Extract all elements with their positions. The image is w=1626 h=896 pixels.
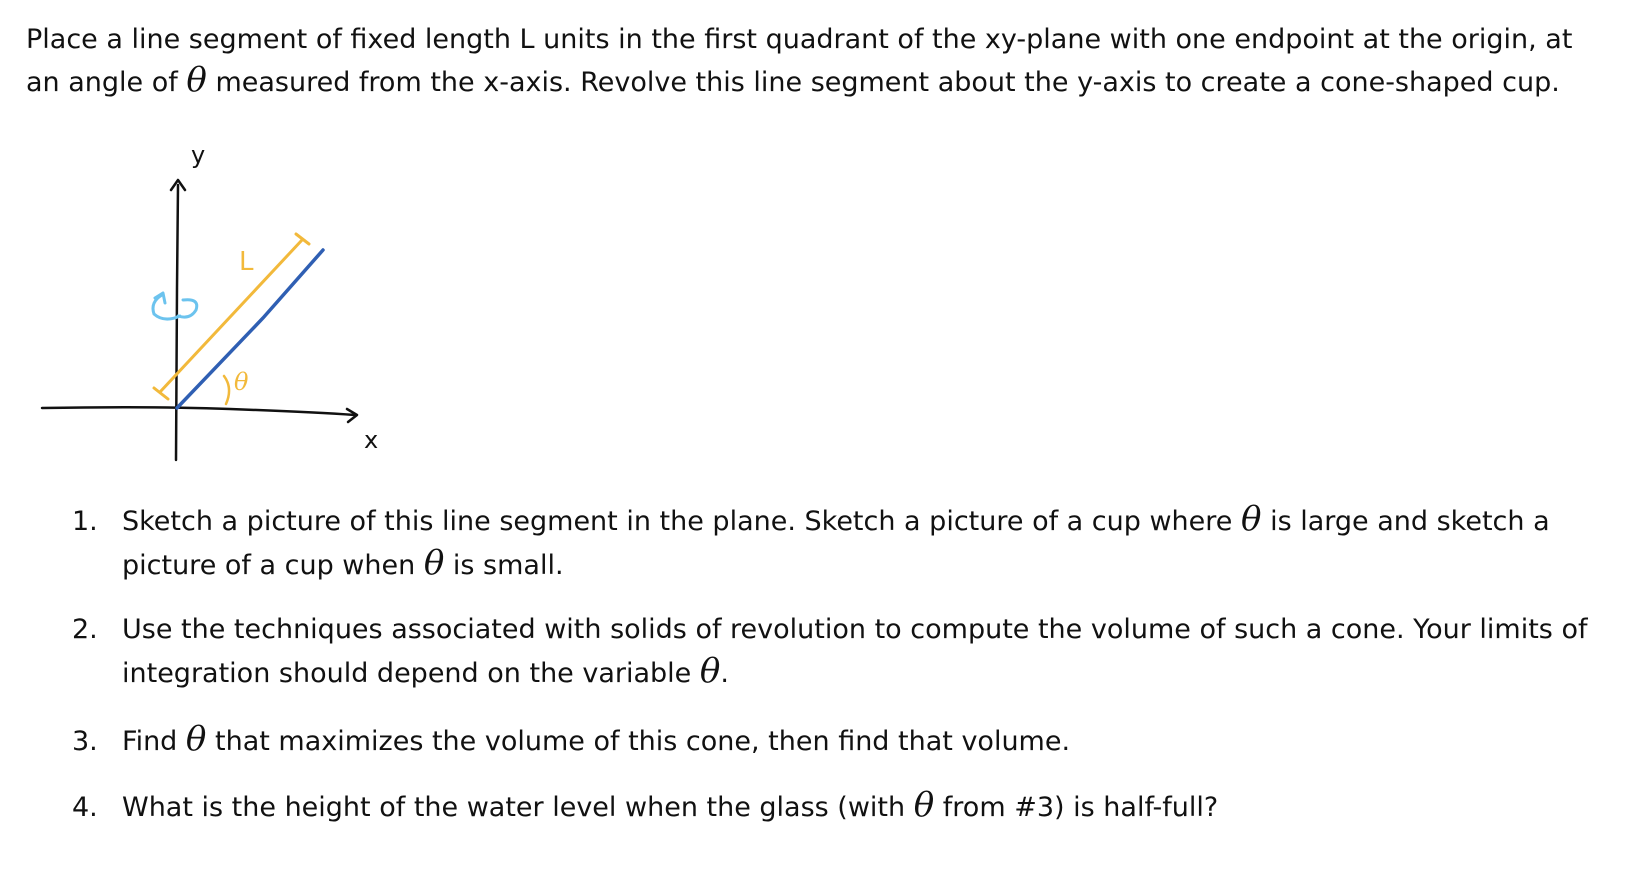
question-text: . [720, 658, 729, 689]
intro-text-part1: Place a line segment of fixed length L units in the first quadrant of the xy-plane with one endpoint at the origin, at an angle of [26, 24, 1573, 98]
y-axis-label: y [191, 141, 206, 169]
question-3 [72, 720, 1592, 764]
question-4 [72, 786, 1592, 830]
question-text: Find [122, 726, 178, 757]
intro-paragraph [26, 18, 1586, 104]
rotation-arrow [153, 295, 197, 319]
angle-label: θ [234, 368, 249, 396]
question-number: 3. [72, 726, 98, 757]
question-text: that maximizes the volume of this cone, then find that volume. [215, 726, 1071, 757]
theta-symbol: θ [913, 785, 935, 825]
theta-symbol: θ [186, 60, 207, 100]
question-number: 1. [72, 506, 98, 537]
question-text: is large and sketch a picture of a cup when [122, 506, 1550, 581]
question-text: is small. [452, 550, 564, 581]
question-text: What is the height of the water level when the glass (with [122, 792, 906, 823]
y-axis [176, 185, 178, 460]
theta-symbol: θ [423, 543, 445, 583]
cone-diagram [30, 130, 410, 490]
intro-text-part2: measured from the x-axis. Revolve this line segment about the y-axis to create a cone-shaped cup. [215, 67, 1560, 98]
question-list [72, 500, 1592, 830]
question-number: 4. [72, 792, 98, 823]
x-axis [42, 407, 355, 415]
length-label: L [239, 247, 254, 277]
question-text: Sketch a picture of this line segment in the plane. Sketch a picture of a cup where [122, 506, 1233, 537]
question-text: Use the techniques associated with solids of revolution to compute the volume of such a cone. Your limits of integration should depend on the variable [122, 614, 1588, 689]
question-number: 2. [72, 614, 98, 645]
theta-symbol: θ [185, 719, 207, 759]
question-1 [72, 500, 1592, 588]
theta-symbol: θ [699, 651, 721, 691]
question-2 [72, 608, 1592, 696]
question-text: from #3) is half-full? [942, 792, 1219, 823]
angle-arc [224, 376, 229, 404]
theta-symbol: θ [1241, 499, 1262, 539]
x-axis-label: x [364, 426, 379, 454]
